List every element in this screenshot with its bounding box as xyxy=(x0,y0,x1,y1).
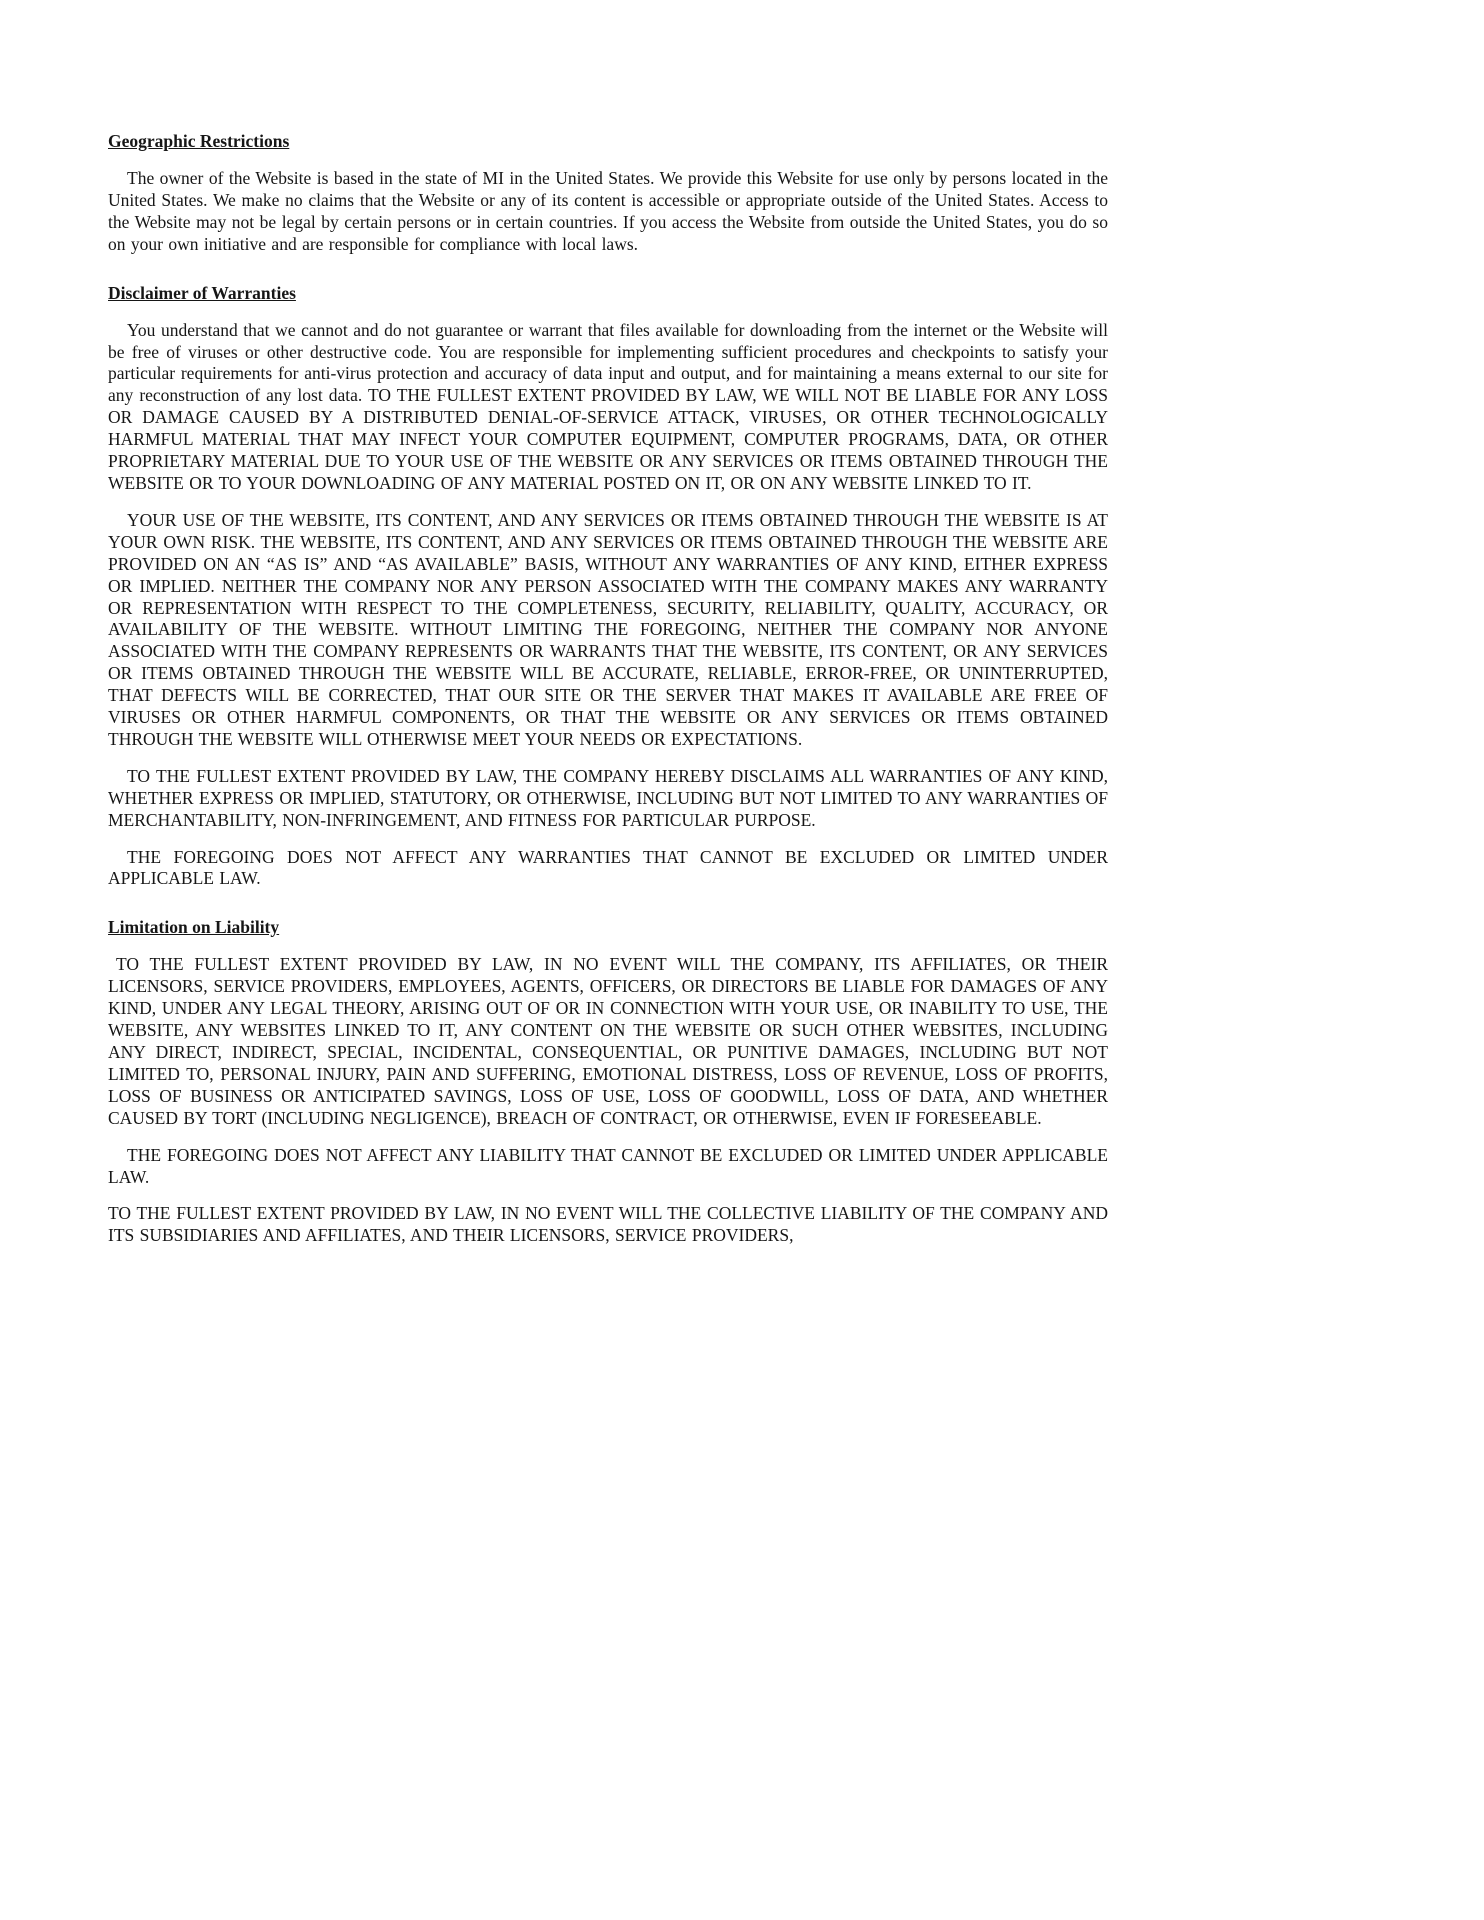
paragraph-disclaimer-3: TO THE FULLEST EXTENT PROVIDED BY LAW, THE COMPANY HEREBY DISCLAIMS ALL WARRANTIES OF ANY KIND, WHETHER EXPRESS OR IMPLIED, STATUTORY, OR OTHERWISE, INCLUDING BUT NOT LIMITED TO ANY WARRANTIES OF MERCHANTABILITY, NON-INFRINGEMENT, AND FITNESS FOR PARTICULAR PURPOSE. xyxy=(108,765,1108,830)
paragraph-disclaimer-4: THE FOREGOING DOES NOT AFFECT ANY WARRANTIES THAT CANNOT BE EXCLUDED OR LIMITED UNDER APPLICABLE LAW. xyxy=(108,846,1108,889)
section-heading-disclaimer-of-warranties: Disclaimer of Warranties xyxy=(108,282,296,303)
section-heading-limitation-on-liability: Limitation on Liability xyxy=(108,917,280,938)
paragraph-disclaimer-2: YOUR USE OF THE WEBSITE, ITS CONTENT, AND ANY SERVICES OR ITEMS OBTAINED THROUGH THE WEBSITE IS AT YOUR OWN RISK. THE WEBSITE, ITS CONTENT, AND ANY SERVICES OR ITEMS OBTAINED THROUGH THE WEBSITE ARE PROVIDED ON AN “AS IS” AND “AS AVAILABLE” BASIS, WITHOUT ANY WARRANTIES OF ANY KIND, EITHER EXPRESS OR IMPLIED. NEITHER THE COMPANY NOR ANY PERSON ASSOCIATED WITH THE COMPANY MAKES ANY WARRANTY OR REPRESENTATION WITH RESPECT TO THE COMPLETENESS, SECURITY, RELIABILITY, QUALITY, ACCURACY, OR AVAILABILITY OF THE WEBSITE. WITHOUT LIMITING THE FOREGOING, NEITHER THE COMPANY NOR ANYONE ASSOCIATED WITH THE COMPANY REPRESENTS OR WARRANTS THAT THE WEBSITE, ITS CONTENT, OR ANY SERVICES OR ITEMS OBTAINED THROUGH THE WEBSITE WILL BE ACCURATE, RELIABLE, ERROR-FREE, OR UNINTERRUPTED, THAT DEFECTS WILL BE CORRECTED, THAT OUR SITE OR THE SERVER THAT MAKES IT AVAILABLE ARE FREE OF VIRUSES OR OTHER HARMFUL COMPONENTS, OR THAT THE WEBSITE OR ANY SERVICES OR ITEMS OBTAINED THROUGH THE WEBSITE WILL OTHERWISE MEET YOUR NEEDS OR EXPECTATIONS. xyxy=(108,509,1108,749)
paragraph-limitation-3: TO THE FULLEST EXTENT PROVIDED BY LAW, IN NO EVENT WILL THE COLLECTIVE LIABILITY OF THE COMPANY AND ITS SUBSIDIARIES AND AFFILIATES, AND THEIR LICENSORS, SERVICE PROVIDERS, xyxy=(108,1203,1108,1246)
paragraph-limitation-1: TO THE FULLEST EXTENT PROVIDED BY LAW, IN NO EVENT WILL THE COMPANY, ITS AFFILIATES, OR THEIR LICENSORS, SERVICE PROVIDERS, EMPLOYEES, AGENTS, OFFICERS, OR DIRECTORS BE LIABLE FOR DAMAGES OF ANY KIND, UNDER ANY LEGAL THEORY, ARISING OUT OF OR IN CONNECTION WITH YOUR USE, OR INABILITY TO USE, THE WEBSITE, ANY WEBSITES LINKED TO IT, ANY CONTENT ON THE WEBSITE OR SUCH OTHER WEBSITES, INCLUDING ANY DIRECT, INDIRECT, SPECIAL, INCIDENTAL, CONSEQUENTIAL, OR PUNITIVE DAMAGES, INCLUDING BUT NOT LIMITED TO, PERSONAL INJURY, PAIN AND SUFFERING, EMOTIONAL DISTRESS, LOSS OF REVENUE, LOSS OF PROFITS, LOSS OF BUSINESS OR ANTICIPATED SAVINGS, LOSS OF USE, LOSS OF GOODWILL, LOSS OF DATA, AND WHETHER CAUSED BY TORT (INCLUDING NEGLIGENCE), BREACH OF CONTRACT, OR OTHERWISE, EVEN IF FORESEEABLE. xyxy=(108,954,1108,1128)
paragraph-disclaimer-1: You understand that we cannot and do not guarantee or warrant that files available for downloading from the internet or the Website will be free of viruses or other destructive code. You are responsible for implementing sufficient procedures and checkpoints to satisfy your particular requirements for anti-virus protection and accuracy of data input and output, and for maintaining a means external to our site for any reconstruction of any lost data. TO THE FULLEST EXTENT PROVIDED BY LAW, WE WILL NOT BE LIABLE FOR ANY LOSS OR DAMAGE CAUSED BY A DISTRIBUTED DENIAL-OF-SERVICE ATTACK, VIRUSES, OR OTHER TECHNOLOGICALLY HARMFUL MATERIAL THAT MAY INFECT YOUR COMPUTER EQUIPMENT, COMPUTER PROGRAMS, DATA, OR OTHER PROPRIETARY MATERIAL DUE TO YOUR USE OF THE WEBSITE OR ANY SERVICES OR ITEMS OBTAINED THROUGH THE WEBSITE OR TO YOUR DOWNLOADING OF ANY MATERIAL POSTED ON IT, OR ON ANY WEBSITE LINKED TO IT. xyxy=(108,319,1108,493)
section-heading-geographic-restrictions: Geographic Restrictions xyxy=(108,131,290,151)
paragraph-limitation-2: THE FOREGOING DOES NOT AFFECT ANY LIABILITY THAT CANNOT BE EXCLUDED OR LIMITED UNDER APPLICABLE LAW. xyxy=(108,1144,1108,1187)
paragraph-geographic-restrictions-1: The owner of the Website is based in the state of MI in the United States. We provide this Website for use only by persons located in the United States. We make no claims that the Website or any of its content is accessible or appropriate outside of the United States. Access to the Website may not be legal by certain persons or in certain countries. If you access the Website from outside the United States, you do so on your own initiative and are responsible for compliance with local laws. xyxy=(108,168,1108,254)
